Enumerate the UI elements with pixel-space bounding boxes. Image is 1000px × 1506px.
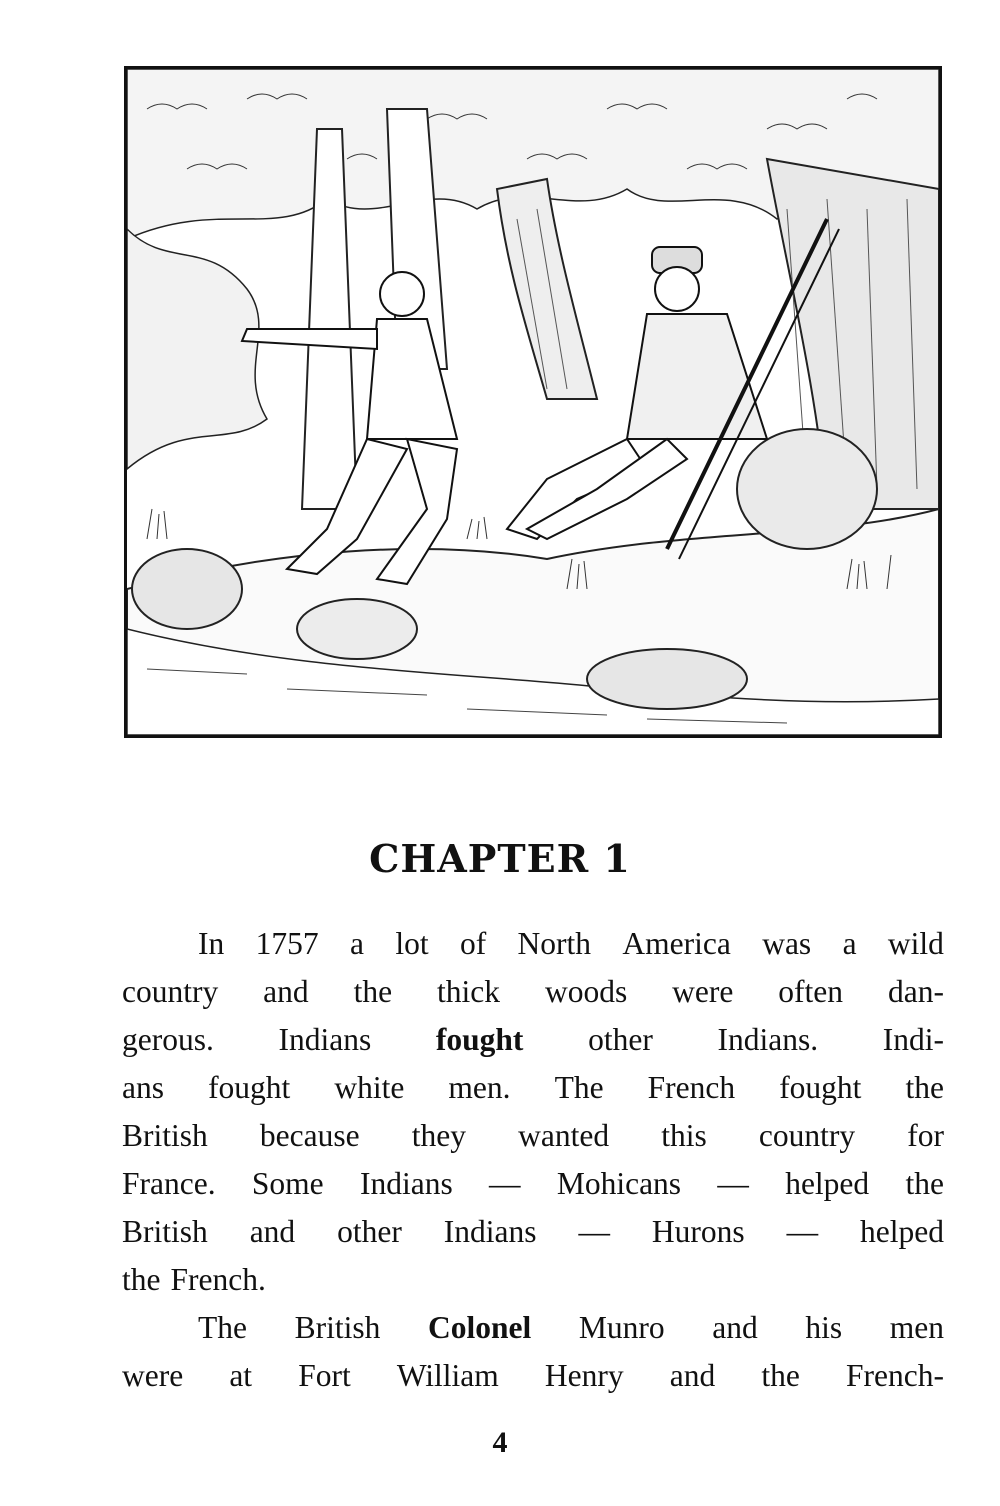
word: —	[786, 1214, 819, 1249]
word: Indians	[359, 1166, 453, 1201]
text-line	[122, 1160, 944, 1208]
word: wanted	[518, 1118, 610, 1153]
word: 1757	[255, 926, 319, 961]
word: men	[889, 1310, 944, 1345]
word: British	[122, 1118, 208, 1153]
word: and	[263, 974, 309, 1009]
word: the	[353, 974, 393, 1009]
word: America	[622, 926, 731, 961]
word: of	[459, 926, 487, 961]
chapter-body-text	[122, 920, 944, 1400]
word: often	[778, 974, 844, 1009]
text-line	[122, 1064, 944, 1112]
word: British	[122, 1214, 208, 1249]
word: Henry	[544, 1358, 624, 1393]
word: other	[337, 1214, 402, 1249]
word: —	[489, 1166, 521, 1201]
word: a	[349, 926, 364, 961]
text-line	[122, 1016, 944, 1064]
word: —	[717, 1166, 749, 1201]
word: were	[672, 974, 734, 1009]
text-line	[122, 1256, 944, 1304]
word: the	[905, 1166, 944, 1201]
word: white	[334, 1070, 405, 1105]
word: fought	[208, 1070, 291, 1105]
word: a	[842, 926, 857, 961]
word: helped	[860, 1214, 944, 1249]
word: for	[907, 1118, 944, 1153]
word: Hurons	[651, 1214, 745, 1249]
word: In	[198, 926, 225, 961]
word: William	[396, 1358, 499, 1393]
word: helped	[785, 1166, 870, 1201]
word: ans	[122, 1070, 164, 1105]
bold-word: Colonel	[428, 1310, 532, 1345]
word: Indians.	[717, 1022, 819, 1057]
word: thick	[437, 974, 501, 1009]
text-line	[122, 1352, 944, 1400]
word: Fort	[298, 1358, 351, 1393]
word: fought	[779, 1070, 862, 1105]
word: French-	[846, 1358, 944, 1393]
word: French	[647, 1070, 736, 1105]
word: his	[805, 1310, 843, 1345]
word: country	[758, 1118, 856, 1153]
chapter-title: CHAPTER 1	[369, 836, 631, 881]
word: lot	[395, 926, 429, 961]
forest-scene-illustration	[127, 69, 939, 735]
word: the	[905, 1070, 944, 1105]
word: Indians	[443, 1214, 537, 1249]
word: Some	[251, 1166, 324, 1201]
word: they	[411, 1118, 466, 1153]
word: The	[198, 1310, 247, 1345]
word: dan-	[887, 974, 944, 1009]
word: Munro	[578, 1310, 665, 1345]
text-line	[122, 1208, 944, 1256]
word: men.	[448, 1070, 511, 1105]
word: French.	[170, 1262, 266, 1297]
text-line	[122, 1304, 944, 1352]
word: Indi-	[882, 1022, 944, 1057]
word: British	[294, 1310, 381, 1345]
bold-word: fought	[435, 1022, 524, 1057]
chapter-illustration	[124, 66, 942, 738]
word: the	[122, 1262, 161, 1297]
word: and	[249, 1214, 296, 1249]
word: France.	[122, 1166, 216, 1201]
text-line	[122, 1112, 944, 1160]
word: other	[588, 1022, 653, 1057]
word: North	[517, 926, 592, 961]
word: Mohicans	[556, 1166, 682, 1201]
word: country	[122, 974, 219, 1009]
word: Indians	[278, 1022, 372, 1057]
text-line	[122, 920, 944, 968]
word: woods	[544, 974, 628, 1009]
word: this	[661, 1118, 707, 1153]
word: and	[669, 1358, 716, 1393]
word: the	[761, 1358, 800, 1393]
word: at	[229, 1358, 253, 1393]
word: was	[762, 926, 812, 961]
word: and	[712, 1310, 758, 1345]
word: were	[122, 1358, 184, 1393]
word: gerous.	[122, 1022, 214, 1057]
text-line	[122, 968, 944, 1016]
page-number: 4	[492, 1426, 508, 1459]
word: because	[259, 1118, 360, 1153]
word: —	[578, 1214, 610, 1249]
word: The	[554, 1070, 604, 1105]
word: wild	[887, 926, 944, 961]
